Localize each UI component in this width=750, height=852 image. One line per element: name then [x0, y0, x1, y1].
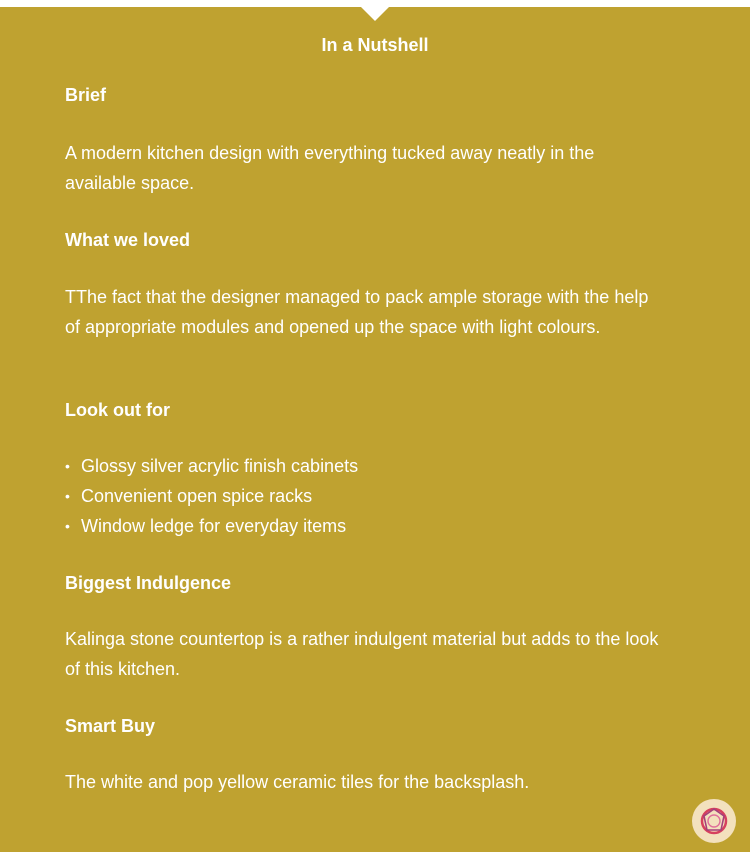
bullet-icon: • [65, 518, 70, 534]
section-heading-biggest-indulgence: Biggest Indulgence [65, 573, 232, 593]
top-divider [0, 0, 750, 7]
pointer-triangle-icon [361, 7, 389, 21]
bullet-icon: • [65, 458, 70, 474]
section-heading-look-out-for: Look out for [65, 400, 170, 420]
brand-logo-icon [697, 804, 731, 838]
section-heading-smart-buy: Smart Buy [65, 716, 156, 736]
bullet-icon: • [65, 488, 70, 504]
section-heading-what-we-loved: What we loved [65, 230, 191, 250]
section-text-brief: A modern kitchen design with everything tucked away neatly in the available space. [65, 143, 595, 193]
list-item: • Glossy silver acrylic finish cabinets [65, 451, 358, 481]
list-item: • Window ledge for everyday items [65, 511, 358, 541]
list-item: • Convenient open spice racks [65, 481, 358, 511]
panel-title: In a Nutshell [321, 35, 429, 55]
section-heading-brief: Brief [65, 85, 107, 105]
brand-badge-button[interactable] [692, 799, 736, 843]
section-text-smart-buy: The white and pop yellow ceramic tiles for the backsplash. [65, 772, 530, 792]
section-text-what-we-loved: TThe fact that the designer managed to pack ample storage with the help of appropriate modules and opened up the space with light colours. [65, 287, 649, 337]
section-text-biggest-indulgence: Kalinga stone countertop is a rather indulgent material but adds to the look of this kitchen. [65, 629, 659, 679]
look-out-for-list [65, 451, 358, 541]
